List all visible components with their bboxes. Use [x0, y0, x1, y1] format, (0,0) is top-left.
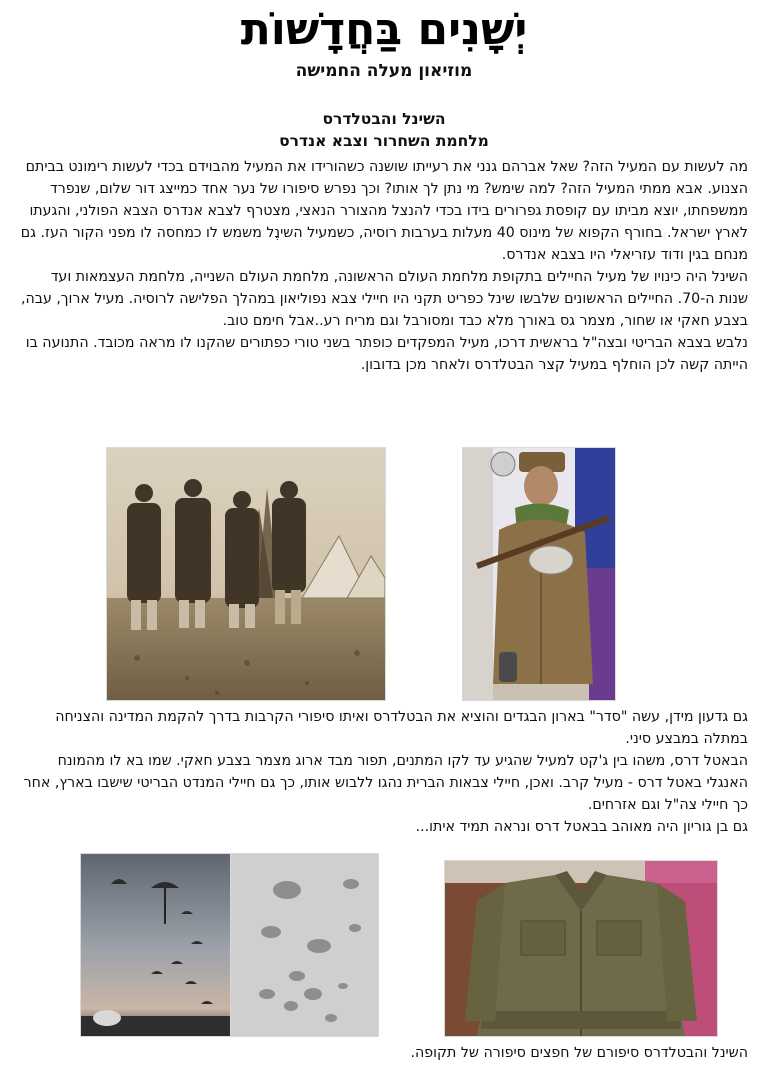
paragraph: נלבש בצבא הבריטי ובצה"ל בראשית דרכו, מעיל המפקדים כופתר בשני טורי כפתורים שהקנו לו מראה מכובד. התנועה בו הייתה קשה לכן הוחלף במעיל קצר הבטלדרס ולאחר מכן בדובון. — [25, 335, 748, 373]
article-headline: השינל והבטלדרס — [322, 110, 446, 128]
article-heading — [0, 108, 768, 152]
paragraph: מה לעשות עם המעיל הזה? שאל אברהם גנני את רעייתו שושנה כשהורידו את המעיל מהבוידם בכדי לעשות רימונט בביתם הצנוע. אבא ממתי המעיל הזה? למה שימש? מי נתן לך אותו? וכך נפרש סיפורו של נער אחד כמייצג דור שלום, שנפרד ממשפחתו, יוצא מביתו עם קופסת גפרורים בידו בכדי להנצל מהצורר הנאצי, מצטרף לצבא אנדרס הצבא הפולני, והגעתו לארץ ישראל. בחורף הקפוא של מינוס 40 מעלות בערבות רוסיה, כשמעיל השינֶל משמש לו כמחסה לו מפני הקור העז. גם מנחם בגין ודוד עזריאלי היו בצבא אנדרס. — [20, 159, 748, 263]
greatcoat-mannequin-photo — [462, 447, 616, 701]
newsletter-title: יְשָׁנִים בַּחֲדָשׁוֹת — [240, 4, 528, 55]
museum-name: מוזיאון מעלה החמישה — [295, 61, 473, 81]
article-subheadline: מלחמת השחרור וצבא אנדרס — [279, 132, 489, 150]
parachute-drop-photo — [80, 853, 232, 1037]
greatcoat-mannequin-image — [463, 448, 615, 700]
paragraph: גם גדעון מידן, עשה "סדר" בארון הבגדים והוציא את הבטלדרס ואיתו סיפורי הקרבות בדרך להקמת המדינה והצניחה במתלה במבצע סיני. — [55, 709, 748, 747]
article-closing — [18, 1042, 748, 1064]
article-body-top — [18, 156, 748, 376]
closing-line: השינל והבטלדרס סיפורם של חפצים סיפורה של תקופה. — [410, 1045, 748, 1061]
paragraph: השינל היה כינויו של מעיל החיילים בתקופת מלחמת העולם הראשונה, מלחמת העולם השנייה, מלחמת העצמאות ועד שנות ה-70. החיילים הראשונים שלבשו שינל כפריט תקני היו חיילי צבא נפוליאון במהלך הפלישה לרוסיה. מעיל ארוך, עבה, בצבע חאקי או שחור, מצמר גס באורך מלא כבד ומסורבל וגם מריח רע..אבל חימם טוב. — [20, 269, 748, 329]
paragraph: הבאטל דרס, משהו בין ג'קט למעיל שהגיע עד לקו המתנים, תפור מבד ארוג מצמר בצבע חאקי. שמו בא לו מהמונח האנגלי באטל דרס - מעיל קרב. ואכן, חיילי צבאות הברית נהגו ללבוש אותו, כך גם חיילי המנדט הבריטי שישבו בארץ, אחר כך חיילי צה"ל וגם אזרחים. — [23, 753, 748, 813]
soldiers-photo-image — [107, 448, 385, 700]
masthead — [0, 4, 768, 82]
soldiers-photo — [106, 447, 386, 701]
paragraph: גם בן גוריון היה מאוהב בבאטל דרס ונראה תמיד איתו... — [415, 819, 748, 835]
article-body-mid — [18, 706, 748, 838]
battledress-jacket-image — [445, 861, 717, 1036]
battledress-jacket-photo — [444, 860, 718, 1037]
parachute-canopies-image — [231, 854, 378, 1036]
parachute-drop-image — [81, 854, 231, 1036]
parachute-canopies-photo — [230, 853, 379, 1037]
